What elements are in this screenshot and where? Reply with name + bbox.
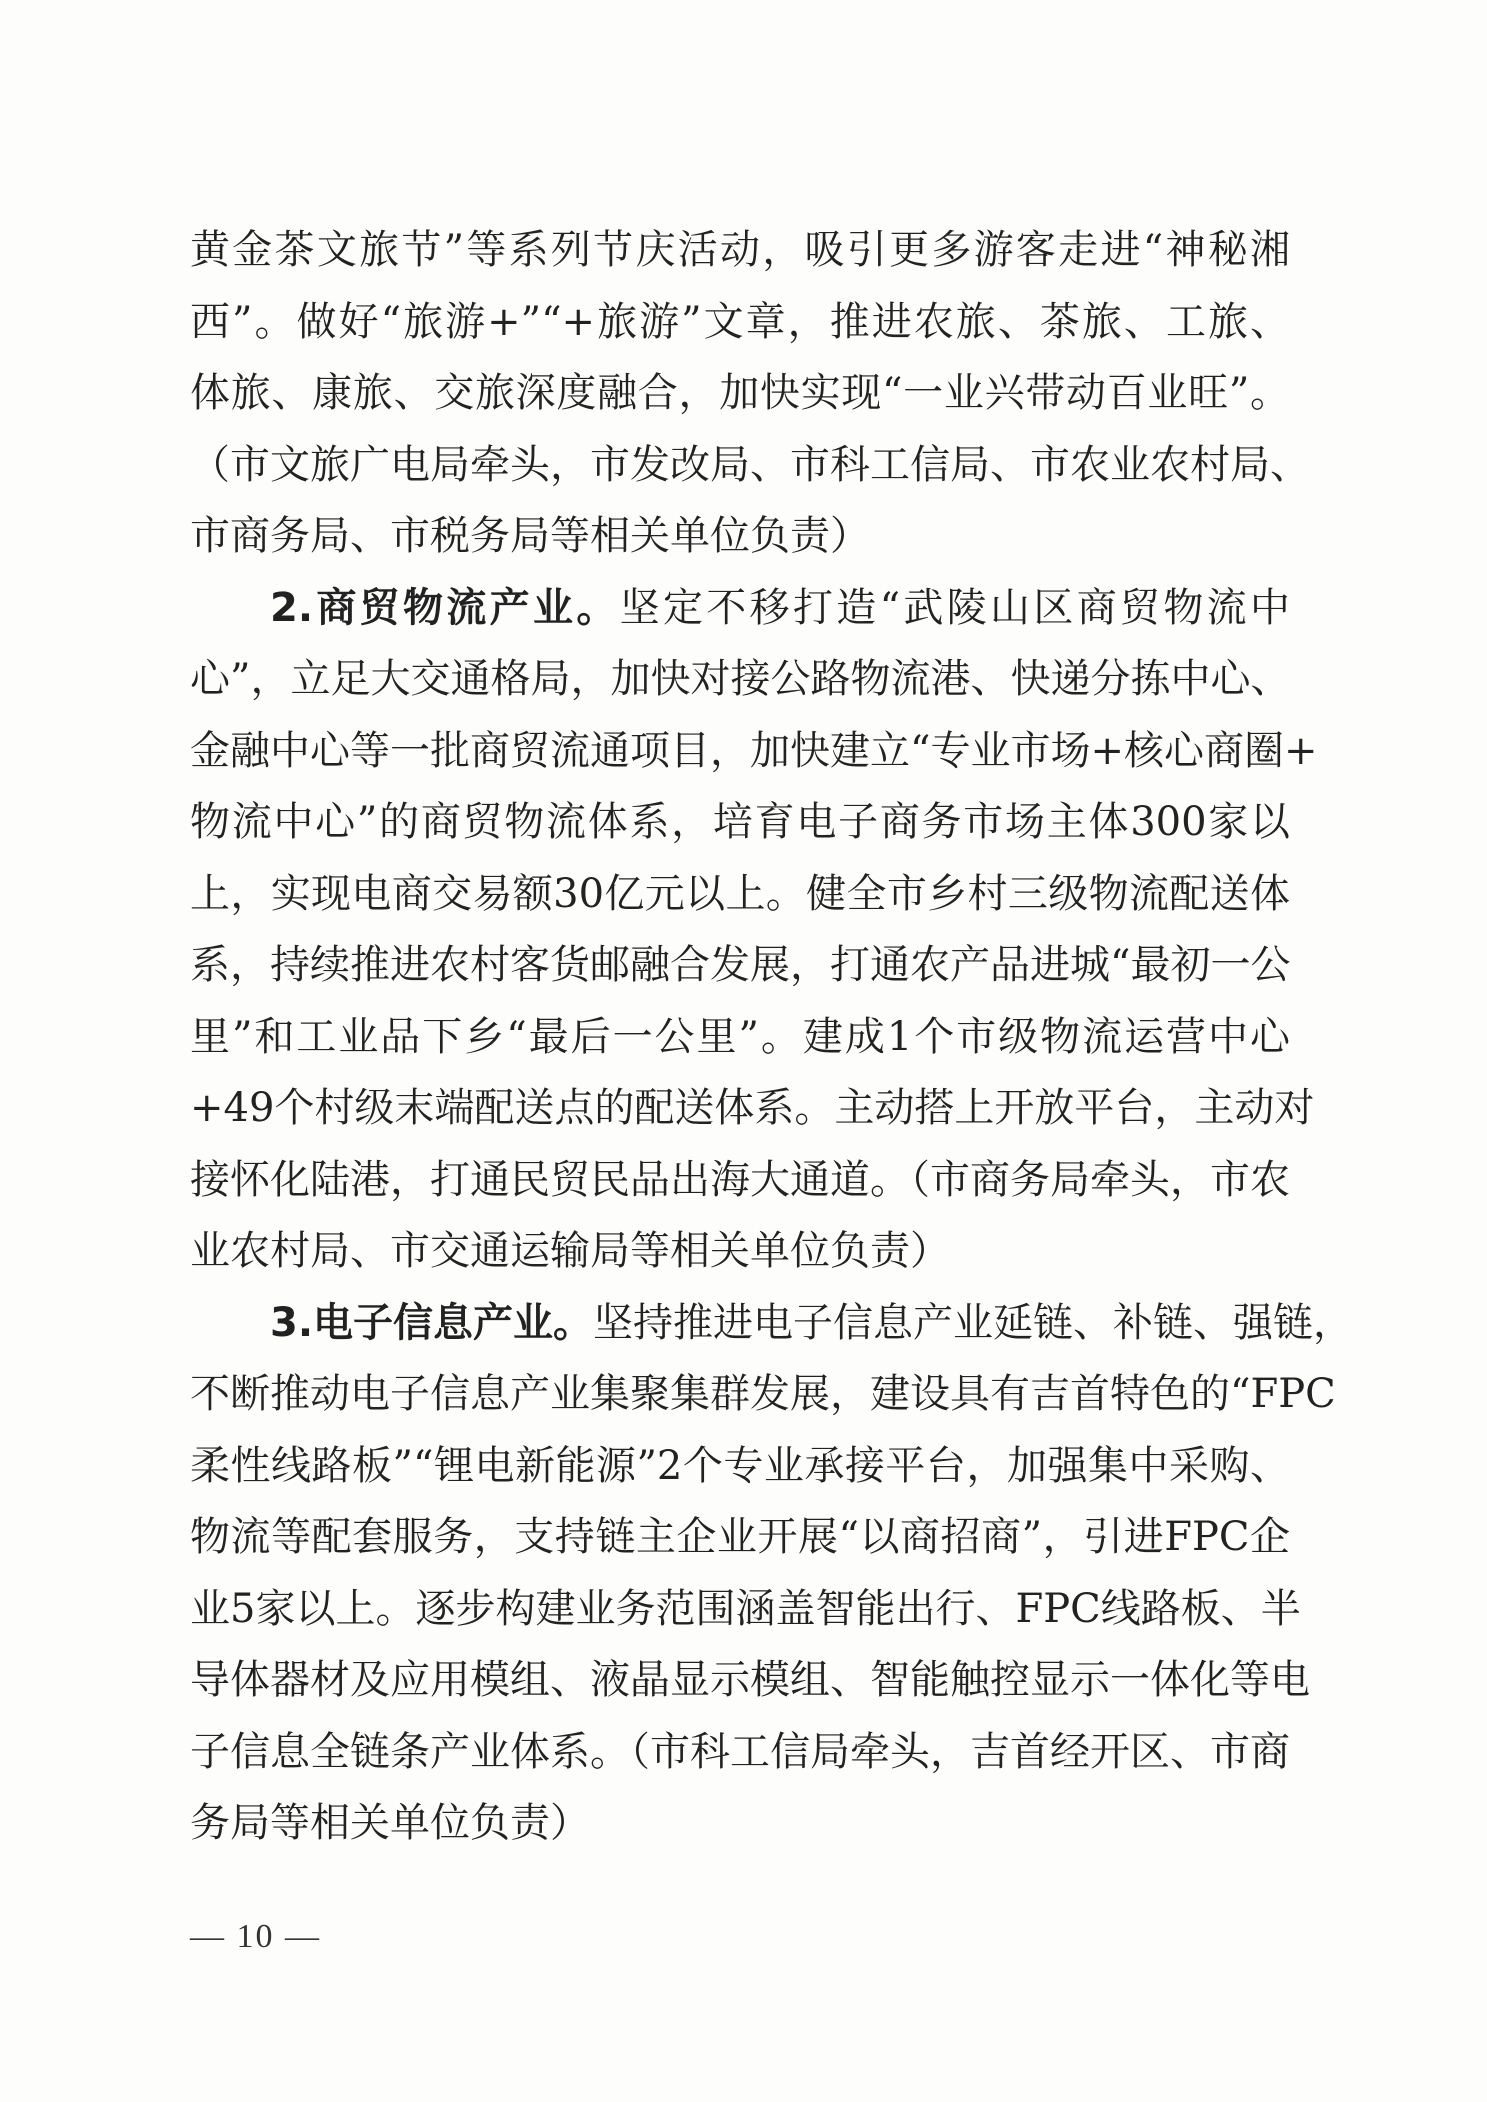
text-line xyxy=(190,930,1290,1002)
text-segment: 系，持续推进农村客货邮融合发展，打通农产品进城“最初一公 xyxy=(190,942,1291,988)
text-line xyxy=(190,1645,1310,1717)
text-line xyxy=(190,430,1310,502)
text-segment: 金融中心等一批商贸流通项目，加快建立“专业市场+核心商圈+ xyxy=(190,727,1318,774)
text-line xyxy=(190,716,1318,788)
section-heading-line xyxy=(190,1288,1354,1360)
text-segment: 务局等相关单位负责） xyxy=(190,1800,590,1846)
text-line xyxy=(190,1574,1301,1646)
section-heading-trade-logistics: 2.商贸物流产业。 xyxy=(270,584,620,631)
text-segment: 物流等配套服务，支持链主企业开展“以商招商”，引进FPC企 xyxy=(190,1514,1290,1560)
text-line xyxy=(190,287,1290,359)
text-segment: 体旅、康旅、交旅深度融合，加快实现“一业兴带动百业旺”。 xyxy=(190,370,1290,416)
text-line xyxy=(190,215,1290,287)
text-line xyxy=(190,501,1290,573)
text-segment: 市商务局、市税务局等相关单位负责） xyxy=(190,513,870,559)
text-line xyxy=(190,1073,1315,1145)
text-segment: 子信息全链条产业体系。（市科工信局牵头，吉首经开区、市商 xyxy=(190,1728,1290,1775)
text-segment: 里”和工业品下乡“最后一公里”。建成1个市级物流运营中心 xyxy=(190,1013,1290,1060)
text-segment: +49个村级末端配送点的配送体系。主动搭上开放平台，主动对 xyxy=(190,1085,1315,1131)
text-segment: 心”，立足大交通格局，加快对接公路物流港、快递分拣中心、 xyxy=(190,656,1291,702)
document-body xyxy=(190,215,1354,1860)
text-segment: 物流中心”的商贸物流体系，培育电子商务市场主体300家以 xyxy=(190,799,1290,845)
text-line xyxy=(190,1788,1290,1860)
text-segment: 黄金茶文旅节”等系列节庆活动，吸引更多游客走进“神秘湘 xyxy=(190,227,1290,273)
text-segment: 不断推动电子信息产业集聚集群发展，建设具有吉首特色的“FPC xyxy=(190,1371,1336,1417)
text-segment: 坚持推进电子信息产业延链、补链、强链， xyxy=(593,1299,1354,1346)
text-line xyxy=(190,1359,1336,1431)
text-segment: 业农村局、市交通运输局等相关单位负责） xyxy=(190,1228,950,1274)
section-heading-line xyxy=(190,573,1290,645)
text-line xyxy=(190,1145,1290,1217)
text-line xyxy=(190,1502,1290,1574)
text-segment: （市文旅广电局牵头，市发改局、市科工信局、市农业农村局、 xyxy=(190,441,1310,488)
text-segment: 上，实现电商交易额30亿元以上。健全市乡村三级物流配送体 xyxy=(190,870,1290,917)
text-line xyxy=(190,1431,1290,1503)
text-line xyxy=(190,1216,1290,1288)
text-segment: 业5家以上。逐步构建业务范围涵盖智能出行、FPC线路板、半 xyxy=(190,1585,1301,1632)
text-segment: 接怀化陆港，打通民贸民品出海大通道。（市商务局牵头，市农 xyxy=(190,1156,1290,1203)
text-line xyxy=(190,358,1290,430)
text-line xyxy=(190,1717,1290,1789)
text-line xyxy=(190,787,1290,859)
text-segment: 柔性线路板”“锂电新能源”2个专业承接平台，加强集中采购、 xyxy=(190,1442,1290,1489)
text-segment: 导体器材及应用模组、液晶显示模组、智能触控显示一体化等电 xyxy=(190,1657,1310,1703)
page-number: — 10 — xyxy=(190,1918,321,1955)
text-line xyxy=(190,644,1290,716)
text-line xyxy=(190,1002,1290,1074)
text-line xyxy=(190,859,1290,931)
text-segment: 坚定不移打造“武陵山区商贸物流中 xyxy=(619,584,1291,631)
section-heading-electronic-information: 3.电子信息产业。 xyxy=(270,1299,594,1346)
text-segment: 西”。做好“旅游+”“+旅游”文章，推进农旅、茶旅、工旅、 xyxy=(190,298,1290,345)
